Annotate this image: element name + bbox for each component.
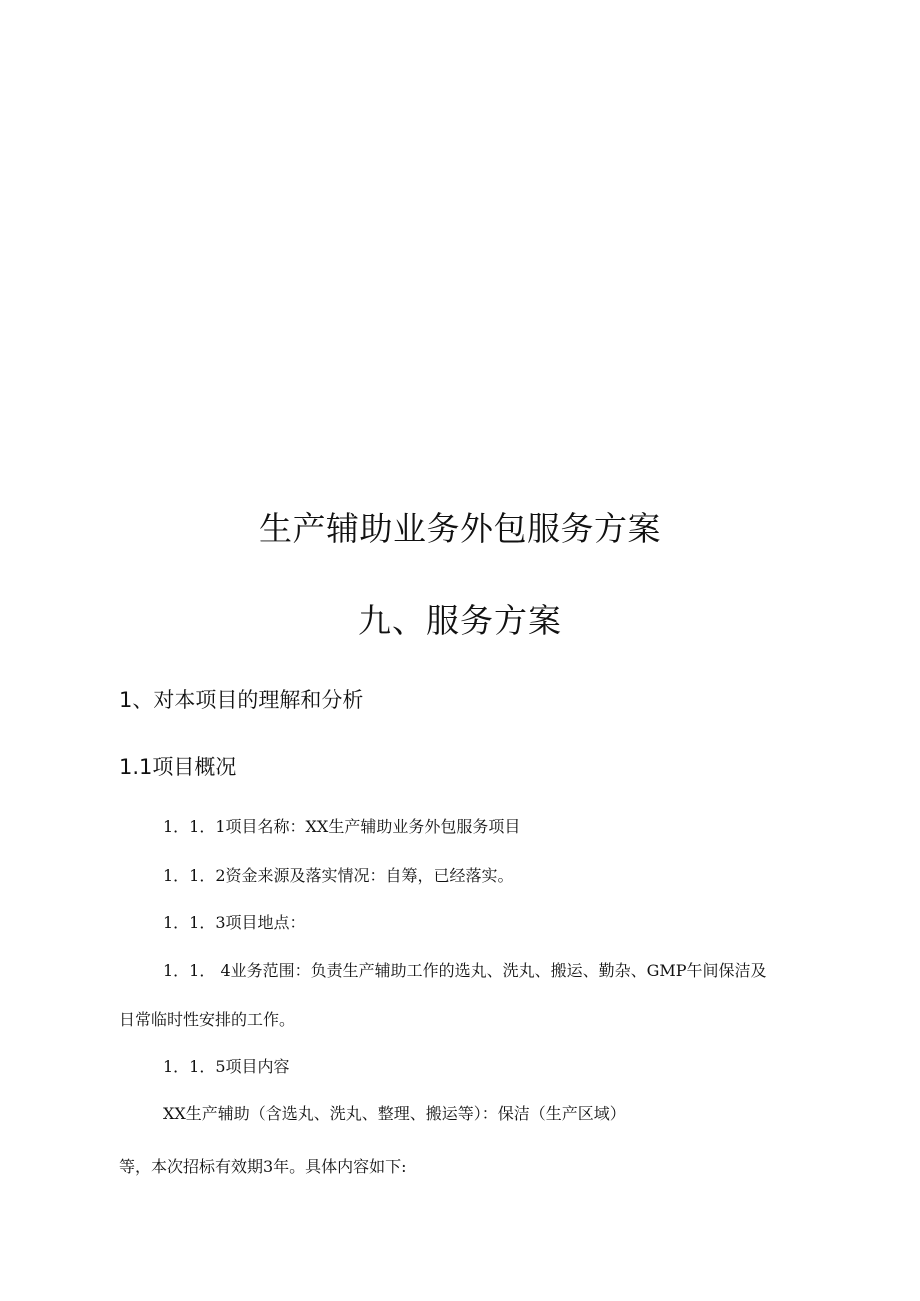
paragraph-project-location: 1．1．3项目地点： (163, 913, 306, 932)
heading-understanding-analysis: 1、对本项目的理解和分析 (119, 688, 364, 712)
paragraph-content-detail-continued: 等，本次招标有效期3年。具体内容如下: (119, 1157, 407, 1176)
paragraph-content-detail: XX生产辅助（含选丸、洗丸、整理、搬运等）：保洁（生产区域） (163, 1104, 626, 1123)
paragraph-business-scope: 1．1． 4业务范围：负责生产辅助工作的选丸、洗丸、搬运、勤杂、GMP午间保洁及 (163, 961, 767, 980)
paragraph-project-name: 1．1．1项目名称：XX生产辅助业务外包服务项目 (163, 817, 521, 836)
paragraph-business-scope-continued: 日常临时性安排的工作。 (119, 1010, 296, 1029)
section-title: 九、服务方案 (358, 601, 562, 640)
heading-project-overview: 1.1项目概况 (119, 755, 237, 779)
paragraph-funding-source: 1．1．2资金来源及落实情况：自筹，已经落实。 (163, 866, 514, 885)
paragraph-project-content: 1．1．5项目内容 (163, 1057, 290, 1076)
document-title: 生产辅助业务外包服务方案 (259, 509, 661, 548)
